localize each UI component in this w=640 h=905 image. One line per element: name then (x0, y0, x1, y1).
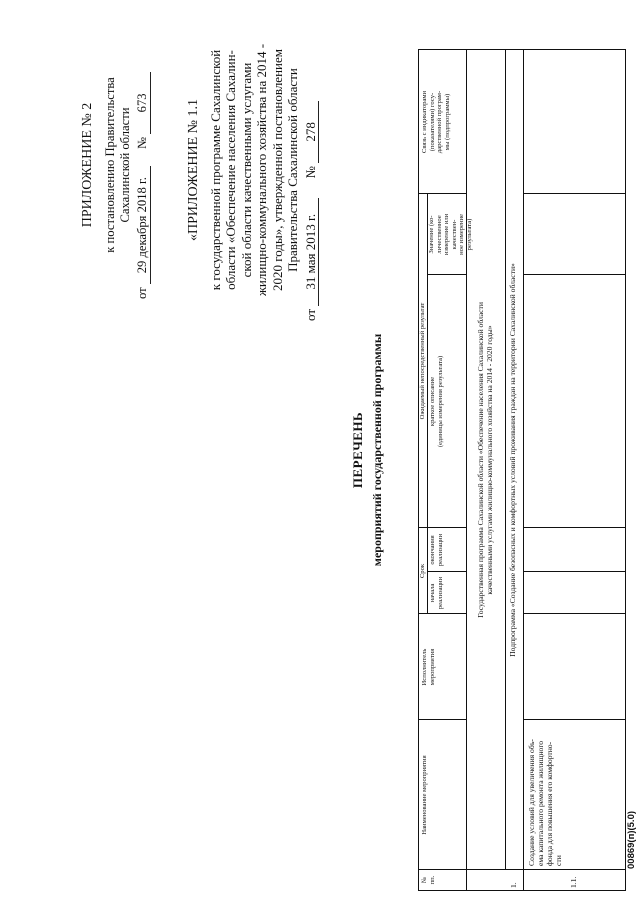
header-measure-name: Наименование мероприятия (421, 755, 428, 835)
appendix-1-1-line-2: области «Обеспечение населения Сахалин- (223, 50, 238, 290)
program-row: Государственная программа Сахалинской области «Обеспечение населения Сахалинской области качественными услугами жилищно-коммунального хозяйства на 2014 - 2020 годы» (476, 302, 494, 618)
appendix-1-1-date-line (303, 5, 320, 335)
subprogram-row: Подпрограмма «Создание безопасных и комфортных условий проживания граждан на территории Сахалинской области» (508, 263, 517, 657)
item-measure-text: Создание условий для увеличения объ- ема капитального ремонта жилищного фонда для повышения его комфортно- сти (527, 739, 563, 866)
measures-table (418, 49, 626, 891)
header-result-value: Значение (ко- личественное измерение или качествен- ное измерение результата) (428, 213, 473, 256)
document-subtitle: мероприятий государственной программы (370, 333, 384, 567)
header-term-end: окончания реализации (429, 533, 444, 567)
header-expected-result: Ожидаемый непосредственный результат (419, 302, 426, 420)
appendix-1-1-date: 31 мая 2013 г. (303, 198, 320, 306)
appendix-2-line-1: к постановлению Правительства (103, 77, 117, 253)
appendix-2-date-prefix: от (135, 287, 149, 299)
appendix-1-1-line-5: 2020 годы», утвержденной постановлением (269, 49, 285, 291)
appendix-1-1-line-6: Правительства Сахалинской области (285, 68, 300, 272)
header-term: Срок (419, 563, 426, 579)
header-executor: Исполнитель мероприятия (421, 648, 436, 686)
document-title: ПЕРЕЧЕНЬ (350, 411, 365, 489)
appendix-2-number-prefix: № (135, 137, 149, 150)
subprogram-number: 1. (509, 882, 518, 888)
appendix-2-number: 673 (135, 72, 151, 134)
document-code: 00869(п)(5.0) (626, 810, 637, 869)
appendix-1-1-number-prefix: № (302, 166, 318, 179)
appendix-1-1-number: 278 (303, 101, 320, 163)
item-number: 1.1. (569, 876, 578, 888)
header-result-description: краткое описание (единицы измерения результата) (429, 355, 444, 448)
appendix-2-title: ПРИЛОЖЕНИЕ № 2 (80, 102, 95, 228)
header-number: № пп. (421, 875, 436, 885)
appendix-2-date-line (135, 25, 151, 305)
appendix-2-date: 29 декабря 2018 г. (135, 166, 151, 284)
appendix-1-1-title: «ПРИЛОЖЕНИЕ № 1.1 (186, 99, 201, 241)
appendix-1-1-line-4: жилищно-коммунального хозяйства на 2014 - (254, 43, 269, 297)
header-term-start: начала реализации (429, 576, 444, 610)
appendix-1-1-block (186, 5, 319, 335)
appendix-2-block (80, 25, 151, 305)
appendix-1-1-date-prefix: от (302, 308, 318, 321)
appendix-1-1-line-1: к государственной программе Сахалинской (207, 49, 223, 291)
header-indicator-link: Связь с индикаторами (показателями) госу- дарственной програм- мы (подпрограммы) (421, 90, 451, 154)
appendix-2-line-2: Сахалинской области (118, 107, 132, 223)
appendix-1-1-line-3: ской области качественными услугами (238, 62, 254, 278)
